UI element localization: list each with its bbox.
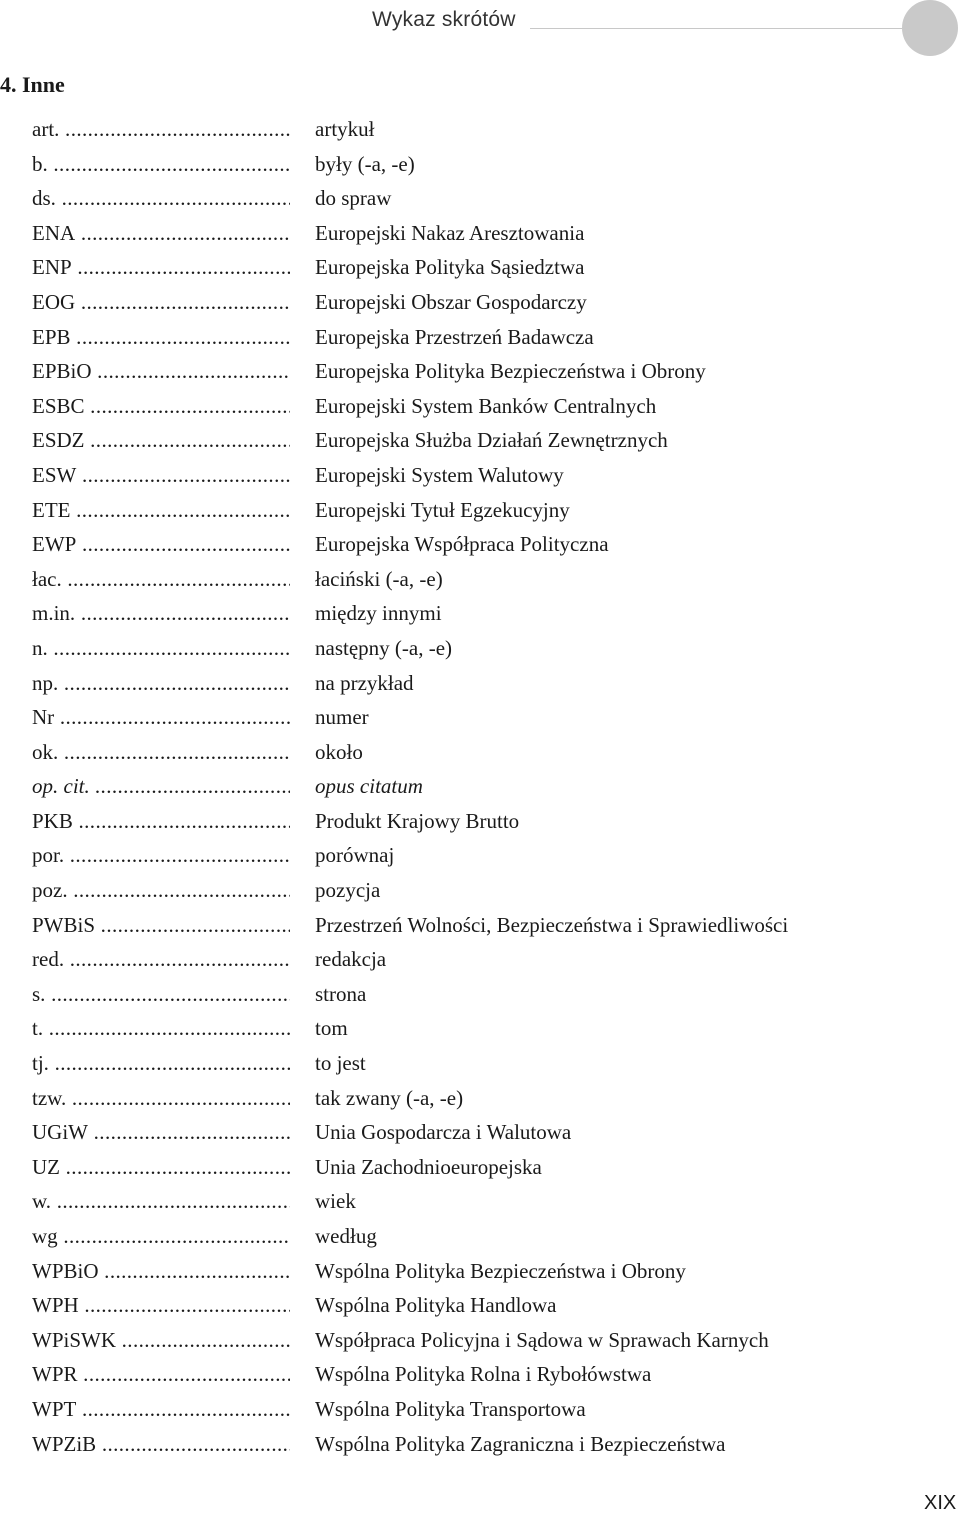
abbreviation-term: WPT .....	[32, 1392, 290, 1427]
abbreviation-term: ds. .....	[32, 181, 290, 216]
abbreviation-row	[0, 354, 960, 389]
abbreviation-meaning: redakcja	[315, 947, 387, 972]
abbreviation-meaning: do spraw	[315, 186, 392, 211]
abbreviation-meaning: Unia Zachodnioeuropejska	[315, 1154, 542, 1179]
abbreviation-row	[0, 666, 960, 701]
abbreviation-meaning: Produkt Krajowy Brutto	[315, 808, 520, 833]
abbreviation-term: EPBiO .....	[32, 354, 290, 389]
abbreviation-row	[0, 1357, 960, 1392]
abbreviation-meaning: na przykład	[315, 670, 414, 695]
abbreviation-term: UZ .....	[32, 1150, 290, 1185]
abbreviation-meaning: Unia Gospodarcza i Walutowa	[315, 1120, 572, 1145]
abbreviation-meaning: Europejski Tytuł Egzekucyjny	[315, 497, 570, 522]
abbreviation-meaning: Wspólna Polityka Zagraniczna i Bezpieczeństwa	[315, 1431, 726, 1456]
abbreviation-term: tj. .....	[32, 1046, 290, 1081]
abbreviation-meaning: były (-a, -e)	[315, 151, 415, 176]
abbreviation-row	[0, 700, 960, 735]
abbreviation-term: Nr .....	[32, 700, 290, 735]
abbreviation-meaning: Wspólna Polityka Rolna i Rybołówstwa	[315, 1362, 652, 1387]
abbreviation-term: s. .....	[32, 977, 290, 1012]
abbreviation-meaning: Europejska Współpraca Polityczna	[315, 532, 609, 557]
abbreviation-meaning: Europejski System Walutowy	[315, 462, 564, 487]
abbreviation-meaning: Europejski Nakaz Aresztowania	[315, 220, 585, 245]
abbreviation-row	[0, 1115, 960, 1150]
abbreviation-term: ESDZ .....	[32, 423, 290, 458]
abbreviation-row	[0, 838, 960, 873]
abbreviation-row	[0, 1288, 960, 1323]
abbreviation-row	[0, 977, 960, 1012]
abbreviation-row	[0, 1427, 960, 1462]
abbreviation-meaning: Europejska Służba Działań Zewnętrznych	[315, 428, 668, 453]
abbreviation-meaning: następny (-a, -e)	[315, 635, 453, 660]
page-number: XIX	[924, 1492, 957, 1514]
abbreviation-meaning: wiek	[315, 1189, 356, 1214]
abbreviation-meaning: artykuł	[315, 117, 375, 141]
abbreviation-row	[0, 112, 960, 147]
abbreviation-term: ESW .....	[32, 458, 290, 493]
abbreviation-meaning: Przestrzeń Wolności, Bezpieczeństwa i Sprawiedliwości	[315, 912, 789, 937]
abbreviation-term: n. .....	[32, 631, 290, 666]
abbreviation-row	[0, 631, 960, 666]
abbreviation-row	[0, 389, 960, 424]
abbreviation-term: np. .....	[32, 666, 290, 701]
abbreviation-meaning: pozycja	[315, 878, 381, 903]
abbreviation-meaning: między innymi	[315, 601, 442, 626]
abbreviation-meaning: około	[315, 739, 363, 764]
abbreviation-row	[0, 769, 960, 804]
abbreviation-term: UGiW .....	[32, 1115, 290, 1150]
abbreviation-row	[0, 1254, 960, 1289]
header-rule	[530, 28, 902, 29]
abbreviation-row	[0, 1081, 960, 1116]
abbreviation-term: red. .....	[32, 942, 290, 977]
abbreviation-term: m.in. .....	[32, 596, 290, 631]
abbreviation-row	[0, 181, 960, 216]
abbreviation-term: poz. .....	[32, 873, 290, 908]
abbreviation-list	[0, 112, 960, 1461]
abbreviation-row	[0, 873, 960, 908]
abbreviation-term: WPBiO .....	[32, 1254, 290, 1289]
abbreviation-term: łac. .....	[32, 562, 290, 597]
abbreviation-term: tzw. .....	[32, 1081, 290, 1116]
abbreviation-term: art. .....	[32, 112, 290, 147]
abbreviation-row	[0, 1150, 960, 1185]
abbreviation-term: WPZiB .....	[32, 1427, 290, 1462]
abbreviation-row	[0, 250, 960, 285]
abbreviation-term: EPB .....	[32, 320, 290, 355]
abbreviation-row	[0, 1219, 960, 1254]
abbreviation-term: WPiSWK .....	[32, 1323, 290, 1358]
abbreviation-row	[0, 596, 960, 631]
abbreviation-term: ENP .....	[32, 250, 290, 285]
abbreviation-row	[0, 1011, 960, 1046]
section-title: 4. Inne	[0, 72, 65, 97]
abbreviation-meaning: Europejski Obszar Gospodarczy	[315, 289, 587, 314]
abbreviation-meaning: Europejski System Banków Centralnych	[315, 393, 657, 418]
abbreviation-row	[0, 320, 960, 355]
abbreviation-term: PKB .....	[32, 804, 290, 839]
abbreviation-row	[0, 527, 960, 562]
abbreviation-term: por. .....	[32, 838, 290, 873]
abbreviation-term: EWP .....	[32, 527, 290, 562]
abbreviation-row	[0, 216, 960, 251]
abbreviation-row	[0, 942, 960, 977]
abbreviation-row	[0, 493, 960, 528]
abbreviation-meaning: według	[315, 1224, 377, 1248]
abbreviation-term: WPH .....	[32, 1288, 290, 1323]
abbreviation-meaning: Europejska Przestrzeń Badawcza	[315, 324, 594, 349]
abbreviation-row	[0, 458, 960, 493]
abbreviation-row	[0, 562, 960, 597]
abbreviation-row	[0, 285, 960, 320]
abbreviation-term: b. .....	[32, 147, 290, 182]
abbreviation-row	[0, 1323, 960, 1358]
abbreviation-term: EOG .....	[32, 285, 290, 320]
abbreviation-meaning: Europejska Polityka Bezpieczeństwa i Obrony	[315, 359, 706, 384]
abbreviation-meaning: Współpraca Policyjna i Sądowa w Sprawach Karnych	[315, 1327, 769, 1352]
abbreviation-meaning: porównaj	[315, 843, 395, 868]
abbreviation-term: ESBC .....	[32, 389, 290, 424]
abbreviation-term: ENA .....	[32, 216, 290, 251]
abbreviation-meaning: Wspólna Polityka Transportowa	[315, 1396, 586, 1421]
abbreviation-meaning: łaciński (-a, -e)	[315, 566, 443, 591]
abbreviation-meaning: Wspólna Polityka Handlowa	[315, 1293, 557, 1318]
abbreviation-meaning: opus citatum	[315, 774, 423, 799]
abbreviation-term: w. .....	[32, 1184, 290, 1219]
abbreviation-row	[0, 735, 960, 770]
abbreviation-meaning: Wspólna Polityka Bezpieczeństwa i Obrony	[315, 1258, 686, 1283]
abbreviation-term: wg .....	[32, 1219, 290, 1254]
abbreviation-term: t. .....	[32, 1011, 290, 1046]
running-head-title: Wykaz skrótów	[372, 8, 516, 31]
abbreviation-meaning: tom	[315, 1016, 348, 1041]
abbreviation-row	[0, 908, 960, 943]
header-circle-ornament	[902, 0, 958, 56]
abbreviation-row	[0, 423, 960, 458]
abbreviation-meaning: tak zwany (-a, -e)	[315, 1085, 464, 1110]
abbreviation-row	[0, 1392, 960, 1427]
abbreviation-row	[0, 804, 960, 839]
abbreviation-term: WPR .....	[32, 1357, 290, 1392]
abbreviation-meaning: numer	[315, 705, 369, 730]
abbreviation-term: ok. .....	[32, 735, 290, 770]
abbreviation-row	[0, 147, 960, 182]
abbreviation-term: PWBiS .....	[32, 908, 290, 943]
abbreviation-meaning: to jest	[315, 1051, 366, 1076]
abbreviation-term: ETE .....	[32, 493, 290, 528]
abbreviation-term: op. cit. .....	[32, 769, 290, 804]
abbreviation-meaning: strona	[315, 981, 367, 1006]
abbreviation-meaning: Europejska Polityka Sąsiedztwa	[315, 255, 585, 280]
abbreviation-row	[0, 1184, 960, 1219]
abbreviation-row	[0, 1046, 960, 1081]
